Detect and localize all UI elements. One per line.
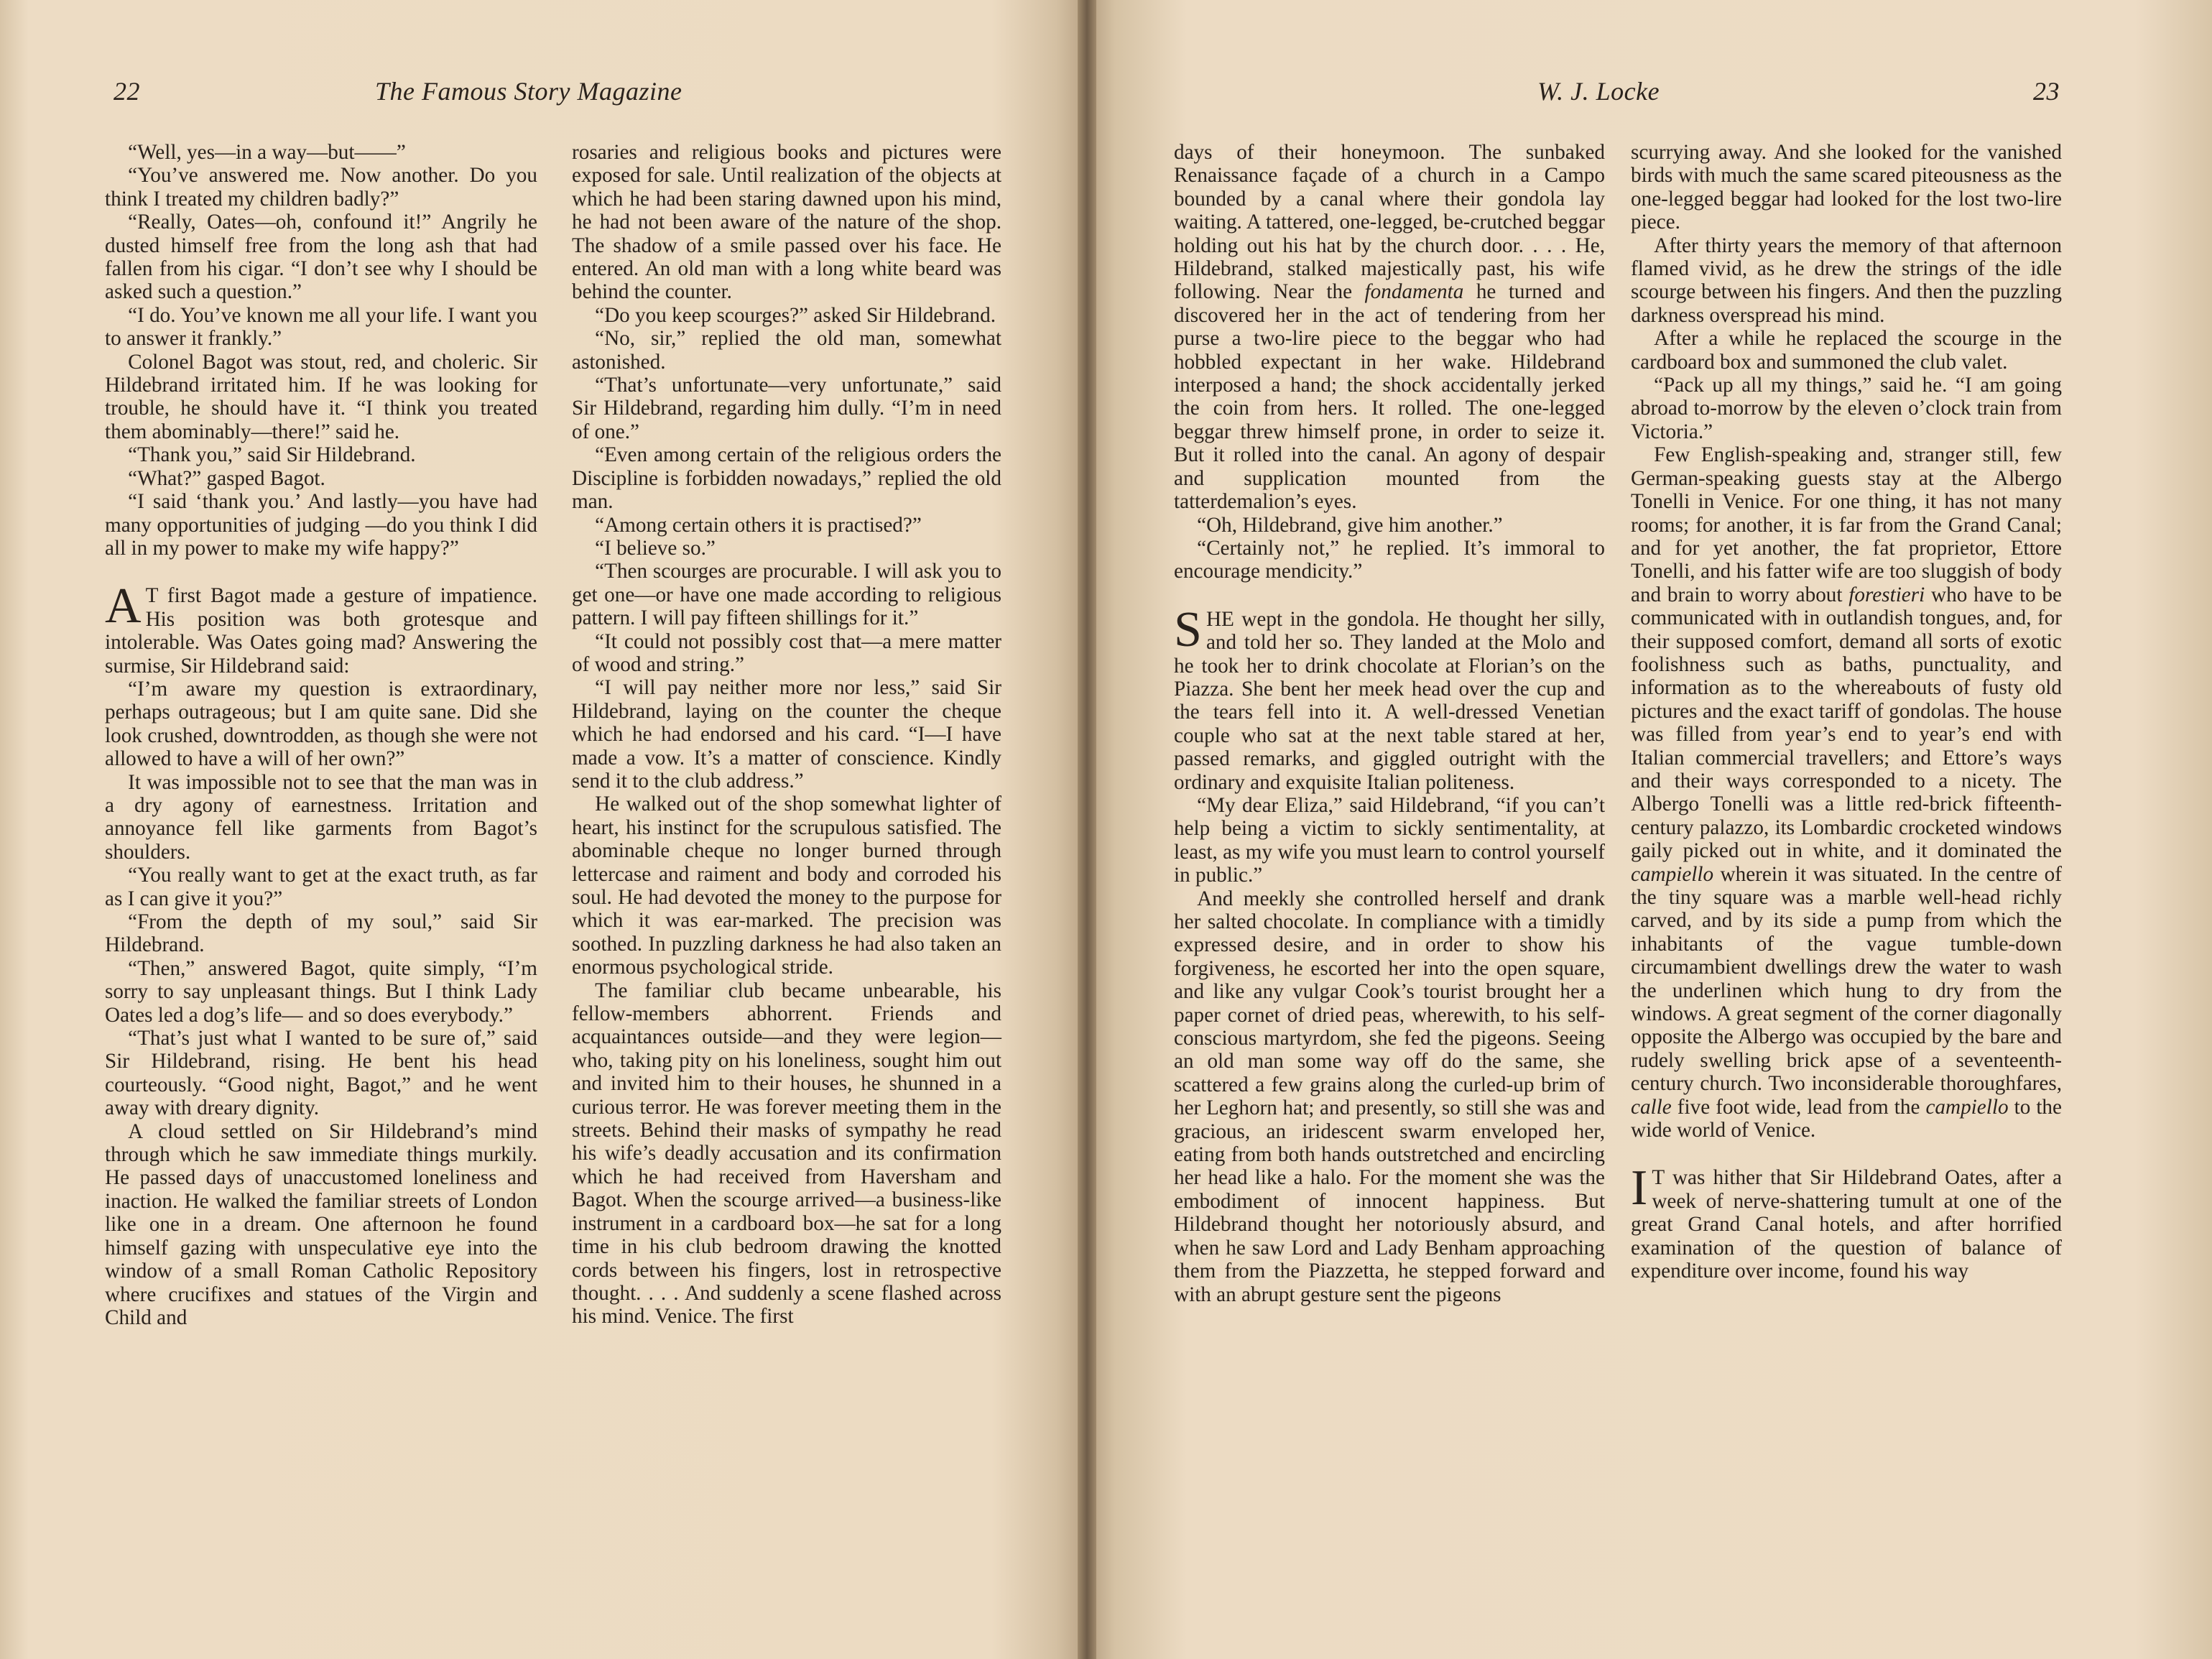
paragraph: “I’m aware my question is extraordinary, perhaps outrageous; but I am quite sane. Did she look crushed, downtrodden, as though she were not allowed to have a will of her own?” — [105, 677, 537, 771]
running-head-left: The Famous Story Magazine — [375, 77, 682, 106]
paragraph: “Really, Oates—oh, confound it!” Angrily he dusted himself free from the long ash that had fallen from his cigar. “I don’t see why I should be asked such a question.” — [105, 211, 537, 304]
paragraph: The familiar club became unbearable, his fellow-members abhorrent. Friends and acquaintances outside—and they were legion—who, taking pity on his loneliness, sought him out and invited him to their houses, he shunned in a curious terror. He was forever meeting them in the streets. Behind their masks of sympathy he read his wife’s deadly accusation and its confirmation which he had received from Haversham and Bagot. When the scourge arrived—a business-like instrument in a cardboard box—he sat for a long time in his club bedroom drawing the knotted cords between his fingers, lost in retrospective thought. . . . And suddenly a scene flashed across his mind. Venice. The first — [572, 979, 1001, 1328]
paragraph: “My dear Eliza,” said Hildebrand, “if you can’t help being a victim to sickly sentimentality, at least, as my wife you must learn to control yourself in public.” — [1174, 793, 1605, 887]
paragraph: “Thank you,” said Sir Hildebrand. — [128, 443, 416, 467]
page-number-left: 22 — [114, 77, 140, 106]
paragraph: “I do. You’ve known me all your life. I want you to answer it frankly.” — [105, 303, 537, 351]
paragraph: A cloud settled on Sir Hildebrand’s mind through which he saw immediate things murkily. He passed days of unaccustomed loneliness and inaction. He walked the familiar streets of London like one in a dream. One afternoon he found himself gazing with unspeculative eye into the window of a small Roman Catholic Repository where crucifixes and statues of the Virgin and Child and — [105, 1119, 537, 1329]
text-run: he turned and discovered her in the act of tendering from her purse a two-lire piece to the beggar who had hobbled expectant in her wake. Hildebrand interposed a hand; the shock accidentally jerked the coin from hers. It rolled. The one-legged beggar threw himself prone, in order to seize it. But it rolled into the canal. An agony of despair and supplication mounted from the tatterdemalion’s eyes. — [1174, 280, 1605, 514]
paragraph: “That’s just what I wanted to be sure of,” said Sir Hildebrand, rising. He bent his head courteously. “Good night, Bagot,” and he went away with dreary dignity. — [105, 1027, 537, 1120]
paragraph: “Well, yes—in a way—but——” — [128, 141, 406, 164]
page-number-right: 23 — [2033, 77, 2060, 106]
book-gutter — [1078, 0, 1096, 1659]
text-run: five foot wide, lead from the — [1671, 1095, 1926, 1119]
paragraph: “That’s unfortunate—very unfortunate,” said Sir Hildebrand, regarding him dully. “I’m in need of one.” — [572, 374, 1001, 443]
paragraph — [1174, 141, 1605, 514]
paragraph: “Then,” answered Bagot, quite simply, “I’m sorry to say unpleasant things. But I think Lady Oates led a dog’s life— and so does everybody.” — [105, 956, 537, 1027]
italic-word: forestieri — [1848, 583, 1925, 606]
paragraph: “Do you keep scourges?” asked Sir Hildebrand. — [595, 303, 996, 327]
left-column-1 — [105, 141, 537, 1329]
paragraph: “From the depth of my soul,” said Sir Hildebrand. — [105, 910, 537, 957]
drop-cap: A — [105, 578, 142, 634]
paragraph: It was impossible not to see that the man was in a dry agony of earnestness. Irritation and annoyance fell like garments from Bagot’s shoulders. — [105, 770, 537, 864]
paragraph: rosaries and religious books and pictures were exposed for sale. Until realization of the objects at which he had been staring dawned upon his mind, he had not been aware of the nature of the shop. The shadow of a smile passed over his face. He entered. An old man with a long white beard was behind the counter. — [572, 141, 1001, 304]
section-opening — [1174, 601, 1605, 794]
running-head-right: W. J. Locke — [1537, 77, 1660, 106]
paragraph — [1631, 443, 2062, 1142]
paragraph: After a while he replaced the scourge in the cardboard box and summoned the club valet. — [1631, 327, 2062, 374]
italic-word: calle — [1631, 1095, 1672, 1119]
paragraph-text: T first Bagot made a gesture of impatience. His position was both grotesque and intolerable. Was Oates going mad? Answering the surmise, Sir Hildebrand said: — [105, 584, 537, 678]
paragraph: “Oh, Hildebrand, give him another.” — [1197, 513, 1503, 537]
paragraph: “You really want to get at the exact truth, as far as I can give it you?” — [105, 864, 537, 910]
paragraph: “Even among certain of the religious orders the Discipline is forbidden nowadays,” replied the old man. — [572, 443, 1001, 514]
italic-word: fondamenta — [1364, 280, 1464, 304]
drop-cap: S — [1174, 601, 1202, 657]
paragraph: “Pack up all my things,” said he. “I am going abroad to-morrow by the eleven o’clock train from Victoria.” — [1631, 374, 2062, 443]
right-column-2 — [1631, 141, 2062, 1283]
left-page — [0, 0, 1086, 1659]
paragraph: “Among certain others it is practised?” — [595, 513, 922, 537]
right-page — [1086, 0, 2212, 1659]
paragraph: And meekly she controlled herself and drank her salted chocolate. In compliance with a timidly expressed desire, and in order to show his forgiveness, he escorted her into the open square, and like any vulgar Cook’s tourist brought her a paper cornet of dried peas, wherewith, to his self-conscious martyrdom, she fed the pigeons. Seeing an old man some way off do the same, she scattered a few grains along the curled-up brim of her Leghorn hat; and presently, so still she was and gracious, an iridescent swarm enveloped her, eating from both hands outstretched and encircling her head like a halo. For the moment she was the embodiment of innocent happiness. But Hildebrand thought her notoriously absurd, and when he saw Lord and Lady Benham approaching them from the Piazzetta, he stepped forward and with an abrupt gesture sent the pigeons — [1174, 887, 1605, 1306]
section-opening — [1631, 1160, 2062, 1283]
paragraph: After thirty years the memory of that afternoon flamed vivid, as he drew the strings of the idle scourge between his fingers. And then the puzzling darkness overspread his mind. — [1631, 234, 2062, 327]
drop-cap: I — [1631, 1160, 1648, 1216]
italic-word: campiello — [1631, 862, 1714, 886]
text-run: Few English-speaking and, stranger still, few German-speaking guests stay at the Albergo Tonelli in Venice. For one thing, it has not many rooms; for another, it is far from the Grand Canal; and for yet another, the fat proprietor, Ettore Tonelli, and his fatter wife are too sluggish of body and brain to worry about — [1631, 443, 2062, 606]
paragraph: “You’ve answered me. Now another. Do you think I treated my children badly?” — [105, 164, 537, 211]
paragraph: “I will pay neither more nor less,” said Sir Hildebrand, laying on the counter the cheque which he had endorsed and his card. “I—I have made a vow. It’s a matter of conscience. Kindly send it to the club address.” — [572, 676, 1001, 792]
paragraph: Colonel Bagot was stout, red, and choleric. Sir Hildebrand irritated him. If he was looking for trouble, he should have it. “I think you treated them abominably—there!” said he. — [105, 350, 537, 443]
left-column-2 — [572, 141, 1001, 1328]
paragraph: “I said ‘thank you.’ And lastly—you have had many opportunities of judging —do you think I did all in my power to make my wife happy?” — [105, 490, 537, 560]
paragraph: “No, sir,” replied the old man, somewhat astonished. — [572, 327, 1001, 374]
section-opening — [105, 578, 537, 678]
text-run: days of their honeymoon. The sunbaked Renaissance façade of a church in a Campo bounded by a canal where their gondola lay waiting. A tattered, one-legged, be-crutched beggar holding out his hat by the church door. . . . He, Hildebrand, stalked majestically past, his wife following. Near the — [1174, 141, 1605, 304]
paragraph: “I believe so.” — [595, 536, 716, 560]
paragraph: scurrying away. And she looked for the vanished birds with much the same scared piteousness as the one-legged beggar had looked for the lost two-lire piece. — [1631, 141, 2062, 234]
right-column-1 — [1174, 141, 1605, 1306]
paragraph: “Then scourges are procurable. I will ask you to get one—or have one made according to religious pattern. I will pay fifteen shillings for it.” — [572, 560, 1001, 630]
paragraph: “What?” gasped Bagot. — [128, 466, 325, 490]
paragraph: “Certainly not,” he replied. It’s immoral to encourage mendicity.” — [1174, 536, 1605, 583]
paragraph: He walked out of the shop somewhat lighter of heart, his instinct for the scrupulous satisfied. The abominable cheque no longer burned through lettercase and raiment and body and corroded his soul. He had devoted the money to the purpose for which it was ear-marked. The precision was soothed. In puzzling darkness he had also taken an enormous psychological stride. — [572, 792, 1001, 979]
paragraph-text: HE wept in the gondola. He thought her silly, and told her so. They landed at the Molo and he took her to drink chocolate at Florian’s on the Piazza. She bent her meek head over the cup and the tears fell into it. A well-dressed Venetian couple who sat at the next table stared at her, passed remarks, and giggled outright with the ordinary and exquisite Italian politeness. — [1174, 607, 1605, 794]
text-run: who have to be communicated with in outlandish tongues, and, for their supposed comfort, demand all sorts of exotic foolishness such as baths, punctuality, and information as to the whereabouts of fusty old pictures and the exact tariff of gondolas. The house was filled from year’s end to year’s end with Italian commercial travellers; and Ettore’s ways and their ways corresponded to a nicety. The Albergo Tonelli was a little red-brick fifteenth-century palazzo, its Lombardic crocketed windows gaily picked out in white, and it dominated the — [1631, 583, 2062, 863]
paragraph-text: T was hither that Sir Hildebrand Oates, after a week of nerve-shattering tumult at one of the great Grand Canal hotels, and after horrified examination of the question of balance of expenditure over income, found his way — [1631, 1166, 2062, 1283]
italic-word: campiello — [1925, 1095, 2009, 1119]
text-run: to the wide world of Venice. — [1631, 1095, 2062, 1142]
paragraph: “It could not possibly cost that—a mere matter of wood and string.” — [572, 629, 1001, 676]
text-run: wherein it was situated. In the centre of the tiny square was a marble well-head richly carved, and by its side a pump from which the inhabitants of the vague tumble-down circumambient dwellings drew the water to wash the underlinen which hung to dry from the windows. A great segment of the corner diagonally opposite the Albergo was occupied by the bare and rudely swelling brick apse of a seventeenth-century church. Two inconsiderable thoroughfares, — [1631, 862, 2062, 1096]
